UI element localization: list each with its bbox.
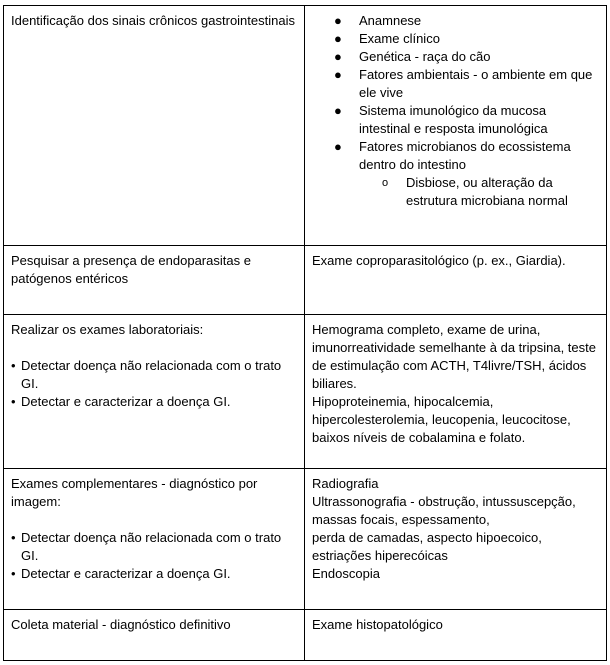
findings-text: Hipoproteinemia, hipocalcemia, hipercolesterolemia, leucopenia, leucocitose, baixos níveis de cobalamina e folato. — [312, 394, 571, 445]
list-item — [11, 357, 296, 393]
bullet-icon: ● — [334, 67, 342, 82]
list-item — [312, 12, 598, 30]
list-item-text: Genética - raça do cão — [359, 49, 491, 64]
right-cell — [305, 246, 607, 315]
step-text: Coleta material - diagnóstico definitivo — [11, 617, 231, 632]
left-cell — [4, 6, 305, 246]
list-item — [312, 66, 598, 102]
right-cell — [305, 469, 607, 610]
right-cell — [305, 610, 607, 661]
list-item-text: Exame clínico — [359, 31, 440, 46]
circle-bullet-icon: o — [382, 177, 389, 189]
list-item-text: Detectar doença não relacionada com o trato GI. — [21, 530, 282, 563]
list-item-text: Detectar doença não relacionada com o trato GI. — [21, 358, 282, 391]
table-row — [4, 246, 607, 315]
sub-bullet-list — [312, 174, 598, 210]
left-cell — [4, 246, 305, 315]
left-cell — [4, 315, 305, 469]
step-text: Identificação dos sinais crônicos gastrointestinais — [11, 13, 295, 28]
exam-line: perda de camadas, aspecto hipoecoico, estriações hiperecóicas — [312, 530, 542, 563]
bullet-icon: ● — [334, 103, 342, 118]
list-item — [312, 30, 598, 48]
table-row — [4, 315, 607, 469]
list-item-text: Anamnese — [359, 13, 422, 28]
exam-text: Exame coproparasitológico (p. ex., Giardia). — [312, 253, 566, 268]
list-item-text: Fatores ambientais - o ambiente em que ele vive — [359, 67, 593, 100]
table-row — [4, 610, 607, 661]
step-text: Exames complementares - diagnóstico por imagem: — [11, 476, 258, 509]
table-row — [4, 6, 607, 246]
bullet-icon: • — [11, 566, 16, 581]
exam-text: Exame histopatológico — [312, 617, 443, 632]
step-text: Pesquisar a presença de endoparasitas e patógenos entéricos — [11, 253, 251, 286]
bullet-icon: • — [11, 530, 16, 545]
bullet-icon: ● — [334, 13, 342, 28]
list-item — [312, 102, 598, 138]
bullet-icon: ● — [334, 139, 342, 154]
exam-line: Ultrassonografia - obstrução, intussuscepção, massas focais, espessamento, — [312, 494, 576, 527]
step-text: Realizar os exames laboratoriais: — [11, 322, 204, 337]
list-item-text: Sistema imunológico da mucosa intestinal e resposta imunológica — [359, 103, 548, 136]
list-item — [11, 565, 296, 583]
left-cell — [4, 469, 305, 610]
list-item — [11, 393, 296, 411]
list-item — [312, 138, 598, 174]
bullet-icon: ● — [334, 49, 342, 64]
exam-line: Endoscopia — [312, 566, 380, 581]
table-row — [4, 469, 607, 610]
exam-text: Hemograma completo, exame de urina, imunorreatividade semelhante à da tripsina, teste de estimulação com ACTH, T4livre/TSH, ácidos biliares. — [312, 322, 596, 391]
bullet-icon: • — [11, 358, 16, 373]
list-item-text: Detectar e caracterizar a doença GI. — [21, 566, 231, 581]
diagnostic-table — [3, 5, 607, 661]
bullet-icon: ● — [334, 31, 342, 46]
left-cell — [4, 610, 305, 661]
list-item-text: Disbiose, ou alteração da estrutura microbiana normal — [406, 175, 568, 208]
list-item-text: Fatores microbianos do ecossistema dentro do intestino — [359, 139, 571, 172]
right-cell — [305, 6, 607, 246]
bullet-list — [312, 12, 598, 174]
right-cell — [305, 315, 607, 469]
sub-list-item — [312, 174, 598, 210]
bullet-icon: • — [11, 394, 16, 409]
list-item — [11, 529, 296, 565]
exam-line: Radiografia — [312, 476, 379, 491]
list-item-text: Detectar e caracterizar a doença GI. — [21, 394, 231, 409]
list-item — [312, 48, 598, 66]
